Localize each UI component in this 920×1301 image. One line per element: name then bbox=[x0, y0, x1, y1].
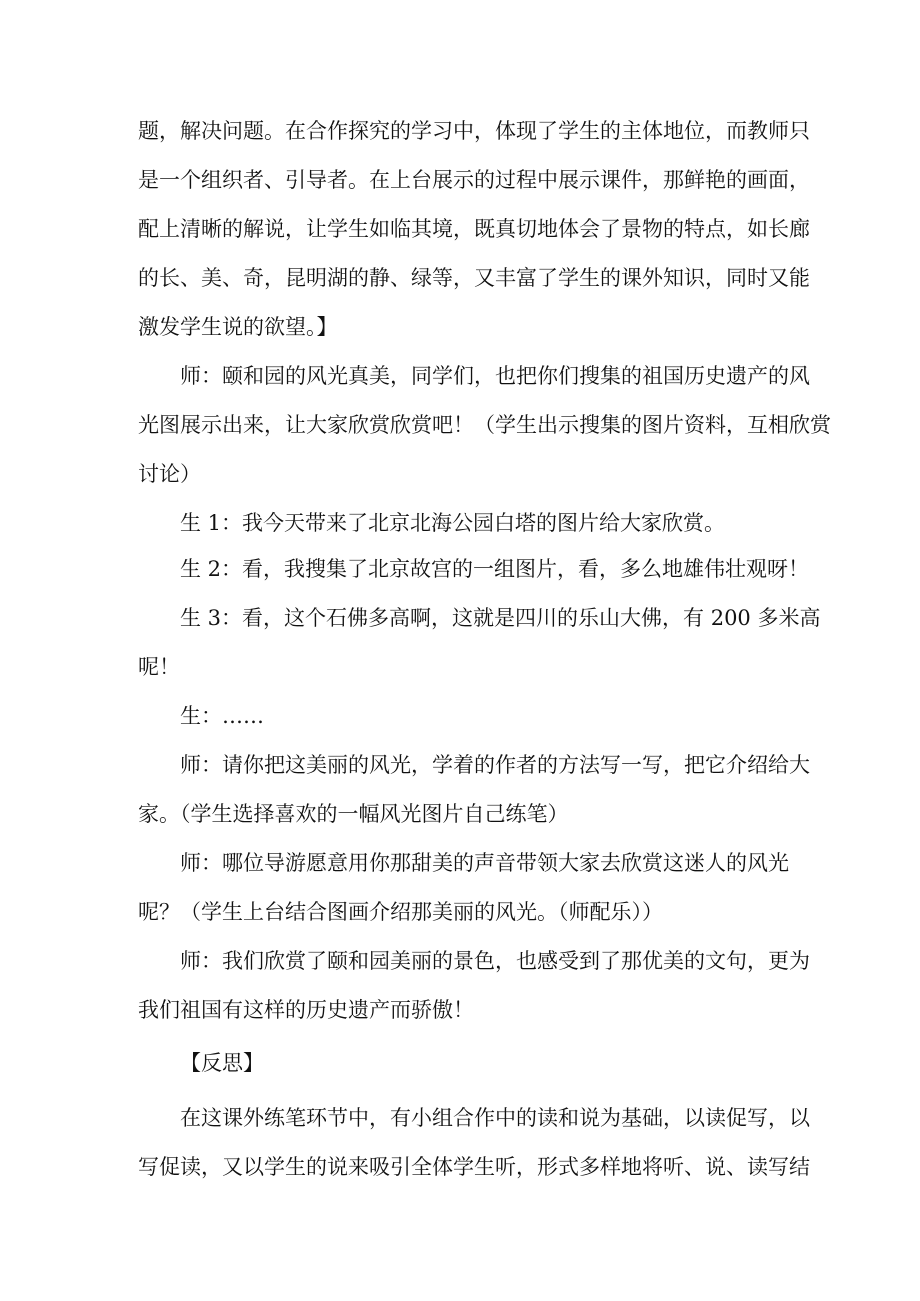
text-line: 的长、美、奇，昆明湖的静、绿等，又丰富了学生的课外知识，同时又能 bbox=[138, 266, 810, 290]
text-line: 生 2：看，我搜集了北京故宫的一组图片，看，多么地雄伟壮观呀！ bbox=[180, 557, 810, 581]
text-line: 我们祖国有这样的历史遗产而骄傲！ bbox=[138, 998, 474, 1022]
text-line: 是一个组织者、引导者。在上台展示的过程中展示课件，那鲜艳的画面， bbox=[138, 168, 810, 192]
text-line: 生 1：我今天带来了北京北海公园白塔的图片给大家欣赏。 bbox=[180, 511, 726, 535]
text-line: 呢？（学生上台结合图画介绍那美丽的风光。（师配乐）） bbox=[138, 900, 663, 924]
text-line: 生 3：看，这个石佛多高啊，这就是四川的乐山大佛，有 200 多米高 bbox=[180, 606, 821, 630]
text-line: 光图展示出来，让大家欣赏欣赏吧！（学生出示搜集的图片资料，互相欣赏 bbox=[138, 413, 831, 437]
text-line: 师：请你把这美丽的风光，学着的作者的方法写一写，把它介绍给大 bbox=[180, 753, 810, 777]
text-line: 题，解决问题。在合作探究的学习中，体现了学生的主体地位，而教师只 bbox=[138, 119, 810, 143]
text-line: 师：颐和园的风光真美，同学们，也把你们搜集的祖国历史遗产的风 bbox=[180, 364, 810, 388]
text-line: 呢！ bbox=[138, 655, 180, 679]
section-heading: 【反思】 bbox=[180, 1051, 264, 1075]
text-line: 师：我们欣赏了颐和园美丽的景色，也感受到了那优美的文句，更为 bbox=[180, 949, 810, 973]
text-line: 师：哪位导游愿意用你那甜美的声音带领大家去欣赏这迷人的风光 bbox=[180, 851, 789, 875]
text-line: 在这课外练笔环节中，有小组合作中的读和说为基础，以读促写，以 bbox=[180, 1106, 810, 1130]
text-line: 激发学生说的欲望。】 bbox=[138, 315, 338, 339]
text-line: 生：…… bbox=[180, 704, 264, 728]
text-line: 写促读，又以学生的说来吸引全体学生听，形式多样地将听、说、读写结 bbox=[138, 1155, 810, 1179]
text-line: 家。（学生选择喜欢的一幅风光图片自己练笔） bbox=[138, 802, 569, 826]
text-line: 讨论） bbox=[138, 462, 201, 486]
text-line: 配上清晰的解说，让学生如临其境，既真切地体会了景物的特点，如长廊 bbox=[138, 217, 810, 241]
